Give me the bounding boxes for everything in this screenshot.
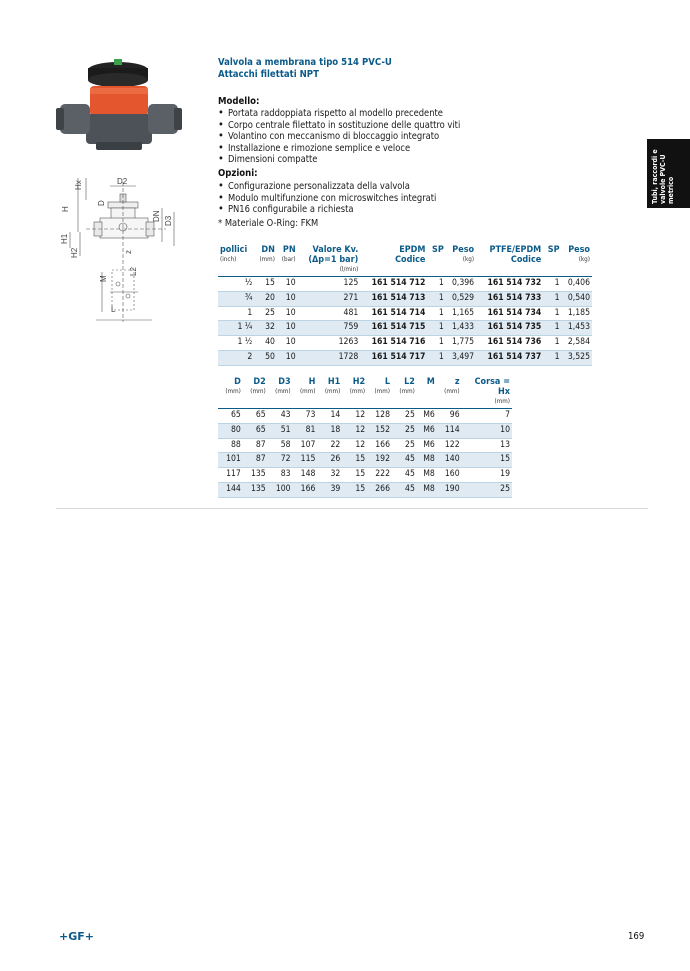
table-cell: 40 (254, 336, 277, 351)
table-cell: 1 (427, 291, 445, 306)
table-cell: 125 (298, 277, 361, 292)
table-cell: 10 (277, 350, 298, 365)
table-cell: 161 514 732 (476, 277, 543, 292)
table-cell: 148 (293, 468, 318, 483)
table-cell: 1 (543, 321, 561, 336)
col-header: SP (547, 245, 560, 255)
model-label: Modello: (218, 96, 260, 107)
table-cell: 26 (317, 453, 342, 468)
table-row (218, 321, 592, 336)
table-cell: 15 (342, 453, 367, 468)
table-cell: 1 (427, 306, 445, 321)
table-cell: M6 (417, 423, 437, 438)
table-cell: 81 (293, 423, 318, 438)
table-row (218, 453, 512, 468)
svg-text:M: M (99, 275, 108, 282)
table-row (218, 306, 592, 321)
table-row (218, 482, 512, 497)
table-cell: 115 (293, 453, 318, 468)
table-cell: 114 (437, 423, 462, 438)
table-cell: 87 (243, 453, 268, 468)
table-cell: 19 (462, 468, 512, 483)
table-cell: 166 (293, 482, 318, 497)
table-cell: 10 (277, 336, 298, 351)
col-header: H1 (mm) (324, 377, 341, 395)
svg-text:L: L (111, 305, 116, 314)
table-cell: 15 (254, 277, 277, 292)
table-row (218, 277, 592, 292)
table-cell: 122 (437, 438, 462, 453)
table-cell: 12 (342, 438, 367, 453)
table-cell: 13 (462, 438, 512, 453)
table-cell: 7 (462, 409, 512, 424)
table-cell: 271 (298, 291, 361, 306)
svg-text:H1: H1 (60, 233, 69, 244)
options-list (218, 181, 436, 216)
options-label: Opzioni: (218, 168, 258, 179)
gf-logo: +GF+ (59, 930, 94, 943)
page-number: 169 (628, 931, 645, 942)
svg-text:z: z (124, 250, 133, 254)
table-cell: 161 514 736 (476, 336, 543, 351)
table-cell: 161 514 712 (360, 277, 427, 292)
table-cell: 18 (317, 423, 342, 438)
table-row (218, 350, 592, 365)
table-cell: 12 (342, 423, 367, 438)
table-cell: 12 (342, 409, 367, 424)
title-line-1: Valvola a membrana tipo 514 PVC-U (218, 57, 392, 68)
table-cell: 1 ½ (218, 336, 254, 351)
table-cell: 80 (218, 423, 243, 438)
list-item: • Modulo multifunzione con microswitches integrati (218, 193, 436, 205)
table-cell: 15 (342, 482, 367, 497)
list-item: • Installazione e rimozione semplice e veloce (218, 143, 460, 155)
col-header: Valore Kv. (Δp=1 bar) (l/min) (308, 245, 359, 273)
table-cell: 266 (367, 482, 392, 497)
table-cell: 25 (392, 438, 417, 453)
table-cell: 1,433 (446, 321, 476, 336)
col-header: SP (431, 245, 444, 255)
table-cell: 45 (392, 453, 417, 468)
title-line-2: Attacchi filettati NPT (218, 69, 319, 80)
table-cell: 161 514 737 (476, 350, 543, 365)
table-cell: M8 (417, 482, 437, 497)
table-cell: 1,165 (446, 306, 476, 321)
dimension-drawing (56, 172, 196, 324)
table-cell: 32 (254, 321, 277, 336)
table-cell: 161 514 716 (360, 336, 427, 351)
col-header: PN (bar) (281, 245, 296, 263)
table-cell: 51 (268, 423, 293, 438)
col-header: EPDM Codice (395, 245, 426, 265)
table-cell: 1 (427, 336, 445, 351)
svg-text:L2: L2 (129, 267, 138, 276)
table-cell: 14 (317, 409, 342, 424)
table-row (218, 291, 592, 306)
table-cell: 3,525 (562, 350, 592, 365)
table-cell: 100 (268, 482, 293, 497)
table-cell: 25 (462, 482, 512, 497)
table-cell: 107 (293, 438, 318, 453)
table-cell: M8 (417, 468, 437, 483)
section-side-tab (647, 139, 690, 208)
table-cell: 73 (293, 409, 318, 424)
side-tab-label: Tubi, raccordi e valvole PVC-U metrico (651, 149, 675, 204)
table-row (218, 438, 512, 453)
table-cell: 161 514 713 (360, 291, 427, 306)
table-cell: 166 (367, 438, 392, 453)
table-cell: 1 (543, 336, 561, 351)
table-cell: 152 (367, 423, 392, 438)
table-cell: 39 (317, 482, 342, 497)
table-cell: ¾ (218, 291, 254, 306)
table-cell: 128 (367, 409, 392, 424)
table-cell: 22 (317, 438, 342, 453)
svg-text:D: D (97, 200, 106, 206)
table-cell: 83 (268, 468, 293, 483)
table-cell: 161 514 733 (476, 291, 543, 306)
table-cell: 0,406 (562, 277, 592, 292)
col-header: H (mm) (299, 377, 316, 395)
table-cell: 1 ¼ (218, 321, 254, 336)
list-item: • Dimensioni compatte (218, 154, 460, 166)
table-row (218, 336, 592, 351)
table-row (218, 468, 512, 483)
table-cell: 2,584 (562, 336, 592, 351)
table-row (218, 423, 512, 438)
dimensions-table (218, 377, 512, 498)
codes-table (218, 245, 592, 366)
table-cell: M6 (417, 438, 437, 453)
svg-text:D2: D2 (117, 177, 128, 186)
table-cell: 32 (317, 468, 342, 483)
col-header: PTFE/EPDM Codice (489, 245, 542, 265)
table-cell: 1 (427, 277, 445, 292)
table-cell: 10 (277, 306, 298, 321)
table-cell: 50 (254, 350, 277, 365)
table-cell: 3,497 (446, 350, 476, 365)
table-cell: 20 (254, 291, 277, 306)
table-cell: ½ (218, 277, 254, 292)
table-row (218, 409, 512, 424)
product-title (218, 57, 538, 81)
table-cell: 222 (367, 468, 392, 483)
list-item: • Corpo centrale filettato in sostituzione delle quattro viti (218, 120, 460, 132)
table-cell: 135 (243, 468, 268, 483)
table-cell: 1 (427, 350, 445, 365)
table-cell: 87 (243, 438, 268, 453)
table-cell: 1,185 (562, 306, 592, 321)
table-cell: 144 (218, 482, 243, 497)
table-cell: 45 (392, 468, 417, 483)
oring-note: * Materiale O-Ring: FKM (218, 218, 319, 229)
table-cell: 96 (437, 409, 462, 424)
table-cell: 161 514 735 (476, 321, 543, 336)
table-cell: 10 (277, 277, 298, 292)
page-divider (56, 508, 648, 509)
svg-text:H: H (61, 206, 70, 212)
col-header: z (mm) (444, 377, 460, 395)
table-cell: 88 (218, 438, 243, 453)
col-header: D3 (mm) (275, 377, 291, 395)
table-cell: M8 (417, 453, 437, 468)
table-cell: 1 (543, 291, 561, 306)
table-cell: 15 (462, 453, 512, 468)
table-cell: 65 (243, 423, 268, 438)
table-cell: 72 (268, 453, 293, 468)
table-cell: 1 (543, 306, 561, 321)
col-header: D2 (mm) (250, 377, 266, 395)
list-item: • Configurazione personalizzata della valvola (218, 181, 436, 193)
table-cell: 192 (367, 453, 392, 468)
table-cell: 58 (268, 438, 293, 453)
col-header: Peso (kg) (568, 245, 590, 263)
table-cell: 161 514 715 (360, 321, 427, 336)
table-cell: 1 (427, 321, 445, 336)
col-header: Corsa = Hx (mm) (474, 377, 510, 405)
table-cell: 135 (243, 482, 268, 497)
table-cell: 0,396 (446, 277, 476, 292)
table-cell: 161 514 714 (360, 306, 427, 321)
list-item: • PN16 configurabile a richiesta (218, 204, 436, 216)
table-cell: 1 (543, 277, 561, 292)
table-cell: 759 (298, 321, 361, 336)
table-cell: 1 (218, 306, 254, 321)
table-cell: 25 (392, 423, 417, 438)
svg-text:DN: DN (152, 210, 161, 222)
col-header: Peso (kg) (452, 245, 475, 263)
table-cell: 1,775 (446, 336, 476, 351)
model-list (218, 108, 460, 166)
svg-text:Hx: Hx (74, 180, 83, 190)
table-cell: 1,453 (562, 321, 592, 336)
table-cell: 65 (218, 409, 243, 424)
table-cell: 161 514 717 (360, 350, 427, 365)
table-cell: M6 (417, 409, 437, 424)
table-cell: 0,529 (446, 291, 476, 306)
table-cell: 101 (218, 453, 243, 468)
col-header: DN (mm) (259, 245, 275, 263)
col-header: L (mm) (374, 377, 391, 395)
table-cell: 10 (462, 423, 512, 438)
table-cell: 190 (437, 482, 462, 497)
table-cell: 25 (254, 306, 277, 321)
col-header: L2 (mm) (399, 377, 415, 395)
table-cell: 160 (437, 468, 462, 483)
table-cell: 45 (392, 482, 417, 497)
svg-text:D3: D3 (164, 215, 173, 226)
table-cell: 65 (243, 409, 268, 424)
table-cell: 10 (277, 291, 298, 306)
table-cell: 43 (268, 409, 293, 424)
table-cell: 117 (218, 468, 243, 483)
table-cell: 15 (342, 468, 367, 483)
table-cell: 1 (543, 350, 561, 365)
col-header: H2 (mm) (349, 377, 366, 395)
table-cell: 140 (437, 453, 462, 468)
col-header: M (426, 377, 435, 387)
valve-photo (56, 56, 186, 160)
table-cell: 0,540 (562, 291, 592, 306)
table-cell: 161 514 734 (476, 306, 543, 321)
table-cell: 1728 (298, 350, 361, 365)
list-item: • Volantino con meccanismo di bloccaggio integrato (218, 131, 460, 143)
col-header: pollici (inch) (220, 245, 248, 263)
table-cell: 1263 (298, 336, 361, 351)
svg-text:H2: H2 (70, 247, 79, 258)
table-cell: 2 (218, 350, 254, 365)
table-cell: 481 (298, 306, 361, 321)
table-cell: 25 (392, 409, 417, 424)
table-cell: 10 (277, 321, 298, 336)
list-item: • Portata raddoppiata rispetto al modello precedente (218, 108, 460, 120)
col-header: D (mm) (225, 377, 241, 395)
